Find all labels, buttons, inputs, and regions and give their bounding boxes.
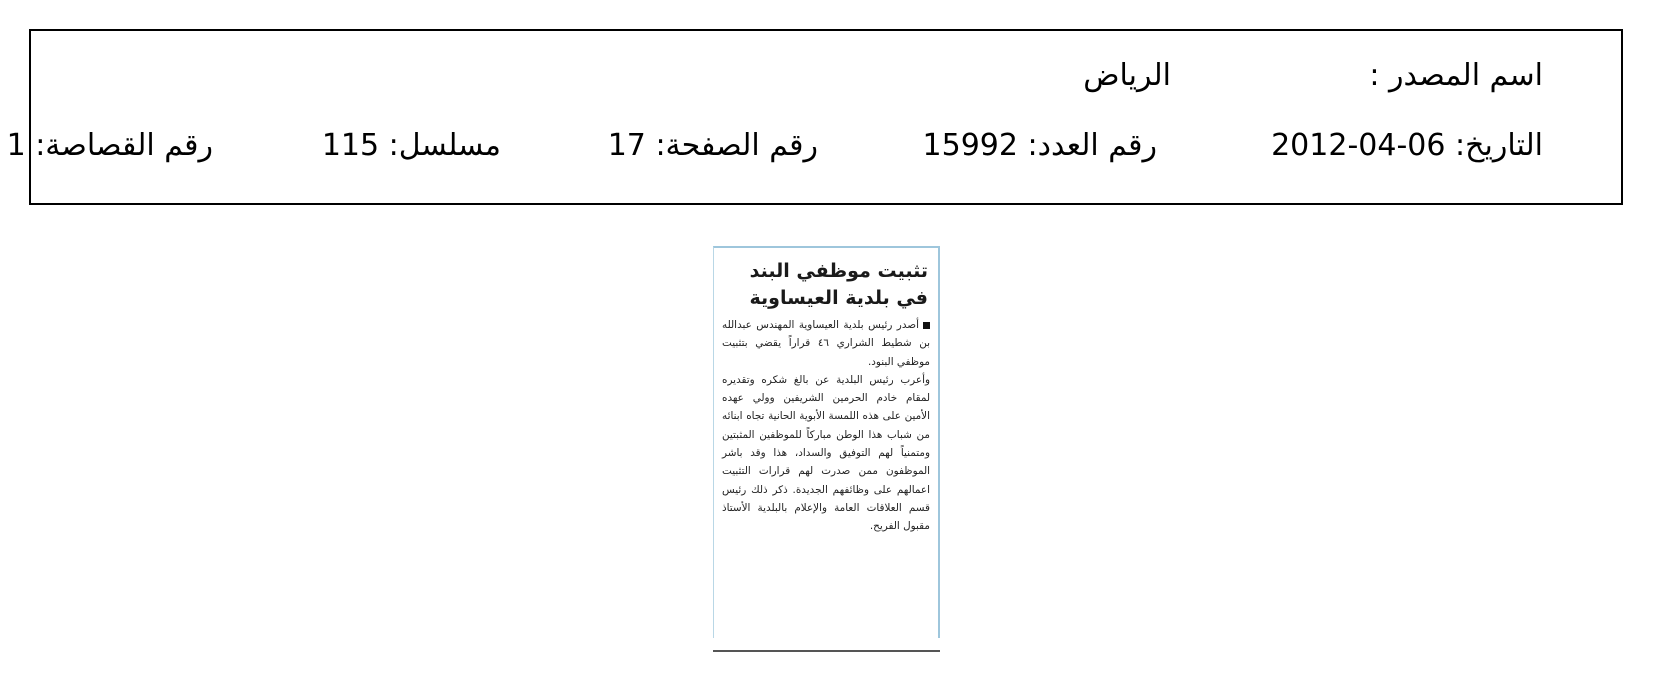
issue-number-label: رقم العدد: 15992 xyxy=(922,128,1157,163)
article-title-line-2: في بلدية العيساوية xyxy=(749,287,928,309)
article-body xyxy=(722,316,930,536)
article-title-line-1: تثبيت موظفي البند xyxy=(749,260,928,282)
clipping-bottom-rule xyxy=(713,650,940,652)
article-title xyxy=(720,258,928,312)
clipping-info-box xyxy=(6,29,1623,205)
source-label: اسم المصدر : xyxy=(1369,58,1543,93)
article-paragraph-1 xyxy=(722,316,930,371)
article-paragraph-2: وأعرب رئيس البلدية عن بالغ شكره وتقديره لمقام خادم الحرمين الشريفين وولي عهده الأمين على هذه اللمسة الأبوية الحانية تجاه ابنائه من شباب هذا الوطن مباركاً للموظفين المثبتين ومتمنياً لهم التوفيق والسداد، هذا وقد باشر الموظفون ممن صدرت لهم قرارات التثبيت اعمالهم على وظائفهم الجديدة. ذكر ذلك رئيس قسم العلاقات العامة والإعلام بالبلدية الأستاذ مقبول الفريح. xyxy=(722,373,930,533)
newspaper-clipping xyxy=(713,246,940,638)
source-value: الرياض xyxy=(1083,58,1171,93)
page-number-label: رقم الصفحة: 17 xyxy=(607,128,818,163)
square-bullet-icon xyxy=(923,322,930,329)
article-paragraph-1-text: أصدر رئيس بلدية العيساوية المهندس عبدالله بن شطيط الشراري ٤٦ قراراً يقضي بتثبيت موظفي البنود. xyxy=(722,319,930,368)
serial-number-label: مسلسل: 115 xyxy=(321,128,501,163)
clipping-number-label: رقم القصاصة: 1 xyxy=(6,128,213,163)
date-label: التاريخ: 06-04-2012 xyxy=(1271,128,1543,163)
